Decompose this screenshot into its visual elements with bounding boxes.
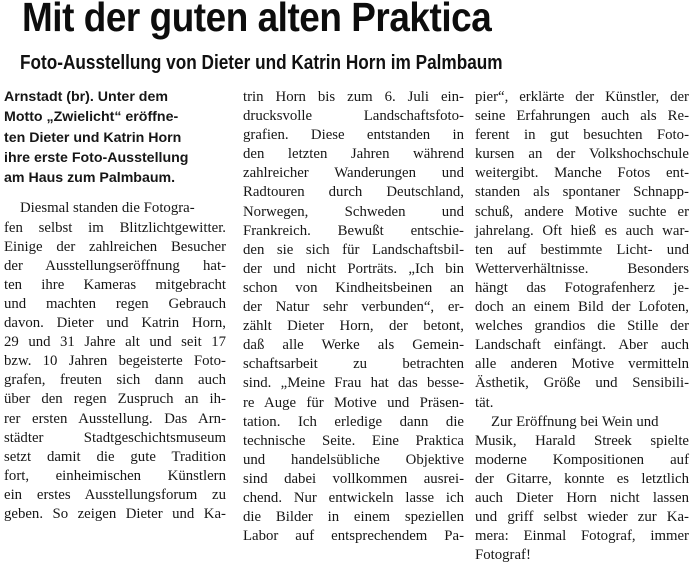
- text-line: auch Dieter Horn nicht lassen: [475, 489, 689, 506]
- text-line: zahlreicher Wanderungen und: [243, 165, 464, 182]
- text-line: der Ausstellungseröffnung hat-: [4, 257, 226, 274]
- text-line: Wetterverhältnisse. Besonders: [475, 260, 689, 277]
- text-line: ein erstes Ausstellungsforum zu: [4, 486, 226, 503]
- column-3: [475, 88, 689, 565]
- body-paragraph: [4, 199, 226, 524]
- text-line: ten ihre Kameras mitgebracht: [4, 276, 226, 293]
- subheadline: Foto-Ausstellung von Dieter und Katrin Horn im Palmbaum: [20, 52, 503, 74]
- text-line: grafen, freuten sich dann auch: [4, 372, 226, 389]
- text-line: sind. „Meine Frau hat das besse-: [243, 375, 464, 392]
- text-line: grafien. Diese entstanden in: [243, 127, 464, 144]
- text-line: die Bilder in einem speziellen: [243, 509, 464, 526]
- text-line: schuß, andere Motive suchte er: [475, 203, 689, 220]
- text-line: und griff selbst wieder zur Ka-: [475, 509, 689, 526]
- text-line: der Gitarre, konnte es letztlich: [475, 470, 689, 487]
- lead-line: Arnstadt (br). Unter dem: [4, 89, 168, 105]
- text-line: Landschaft einfängt. Aber auch: [475, 337, 689, 354]
- text-line: chend. Nur entwickeln lasse ich: [243, 489, 464, 506]
- text-line: fen selbst im Blitzlichtgewitter.: [4, 219, 226, 236]
- text-line: städter Stadtgeschichtsmuseum: [4, 429, 226, 446]
- text-line: Radtouren durch Deutschland,: [243, 184, 464, 201]
- text-line: zählt Dieter Horn, der betont,: [243, 318, 464, 335]
- body-paragraph: [475, 413, 689, 565]
- text-line: alle anderen Motive vermitteln: [475, 356, 689, 373]
- text-line: Diesmal standen die Fotogra-: [20, 200, 195, 217]
- text-line: sind dabei vollkommen ausrei-: [243, 470, 464, 487]
- text-line: Labor auf entsprechendem Pa-: [243, 528, 464, 545]
- lead-line: ten Dieter und Katrin Horn: [4, 129, 182, 146]
- text-line: mera: Einmal Fotograf, immer: [475, 528, 689, 545]
- text-line: re Auge für Motive und Präsen-: [243, 394, 464, 411]
- text-line: kursen an der Volkshochschule: [475, 146, 689, 163]
- text-line: 29 und 31 Jahre alt und seit 17: [4, 334, 226, 351]
- text-line: pier“, erklärte der Künstler, der: [475, 89, 689, 105]
- text-line: tation. Ich erledige dann die: [243, 413, 464, 430]
- text-line: Norwegen, Schweden und: [243, 203, 464, 220]
- column-2: [243, 88, 464, 546]
- text-line: und handelsübliche Objektive: [243, 451, 464, 468]
- text-line: fort, einheimischen Künstlern: [4, 467, 226, 484]
- text-line: schaftsarbeit zu betrachten: [243, 356, 464, 373]
- text-line: Einige der zahlreichen Besucher: [4, 238, 226, 255]
- body-paragraph: [475, 88, 689, 413]
- column-1: [4, 88, 226, 524]
- text-line: ferent in gut besuchten Foto-: [475, 127, 689, 144]
- lead-line: am Haus zum Palmbaum.: [4, 170, 176, 187]
- text-line: der Natur sehr verbunden“, er-: [243, 299, 464, 316]
- text-line: Zur Eröffnung bei Wein und: [491, 413, 659, 430]
- text-line: seine Erfahrungen auch als Re-: [475, 108, 689, 125]
- headline: Mit der guten alten Praktica: [22, 0, 492, 40]
- text-line: hängt das Fotografenherz je-: [475, 279, 689, 296]
- text-line: jahrelang. Oft hieß es auch war-: [475, 222, 689, 239]
- text-line: doch an einem Bild der Lofoten,: [475, 299, 689, 316]
- lead-line: Motto „Zwielicht“ eröffne-: [4, 109, 179, 126]
- text-line: drucksvolle Landschaftsfoto-: [243, 108, 464, 125]
- text-line: Musik, Harald Streek spielte: [475, 432, 689, 449]
- text-line: Ästhetik, Größe und Sensibili-: [475, 375, 689, 392]
- text-line: technische Seite. Eine Praktica: [243, 432, 464, 449]
- text-line: ten auf bestimmte Licht- und: [475, 241, 689, 258]
- text-line: davon. Dieter und Katrin Horn,: [4, 315, 226, 332]
- text-line: geben. So zeigen Dieter und Ka-: [4, 505, 226, 522]
- text-line: trin Horn bis zum 6. Juli ein-: [243, 89, 464, 105]
- text-line: den sie sich für Landschaftsbil-: [243, 241, 464, 258]
- text-line: bzw. 10 Jahren begeisterte Foto-: [4, 353, 226, 370]
- text-line: der und nicht Porträts. „Ich bin: [243, 260, 464, 277]
- text-line: moderne Kompositionen auf: [475, 451, 689, 468]
- text-line: tät.: [475, 394, 494, 411]
- text-line: Frankreich. Bewußt entschie-: [243, 222, 464, 239]
- text-line: standen als spontaner Schnapp-: [475, 184, 689, 201]
- paragraph-gap: [4, 189, 226, 199]
- text-line: daß alle Werke als Gemein-: [243, 337, 464, 354]
- text-line: schon von Kindheitsbeinen an: [243, 279, 464, 296]
- text-line: rer ersten Ausstellung. Das Arn-: [4, 410, 226, 427]
- text-line: den letzten Jahren während: [243, 146, 464, 163]
- text-line: welches grandios die Stille der: [475, 318, 689, 335]
- text-line: weitergibt. Manche Fotos ent-: [475, 165, 689, 182]
- text-line: Fotograf!: [475, 547, 531, 564]
- text-line: über den regen Zuspruch an ih-: [4, 391, 226, 408]
- text-line: setzt damit die gute Tradition: [4, 448, 226, 465]
- text-line: und machten regen Gebrauch: [4, 295, 226, 312]
- lead-line: ihre erste Foto-Ausstellung: [4, 149, 189, 166]
- lead-paragraph: [4, 88, 226, 189]
